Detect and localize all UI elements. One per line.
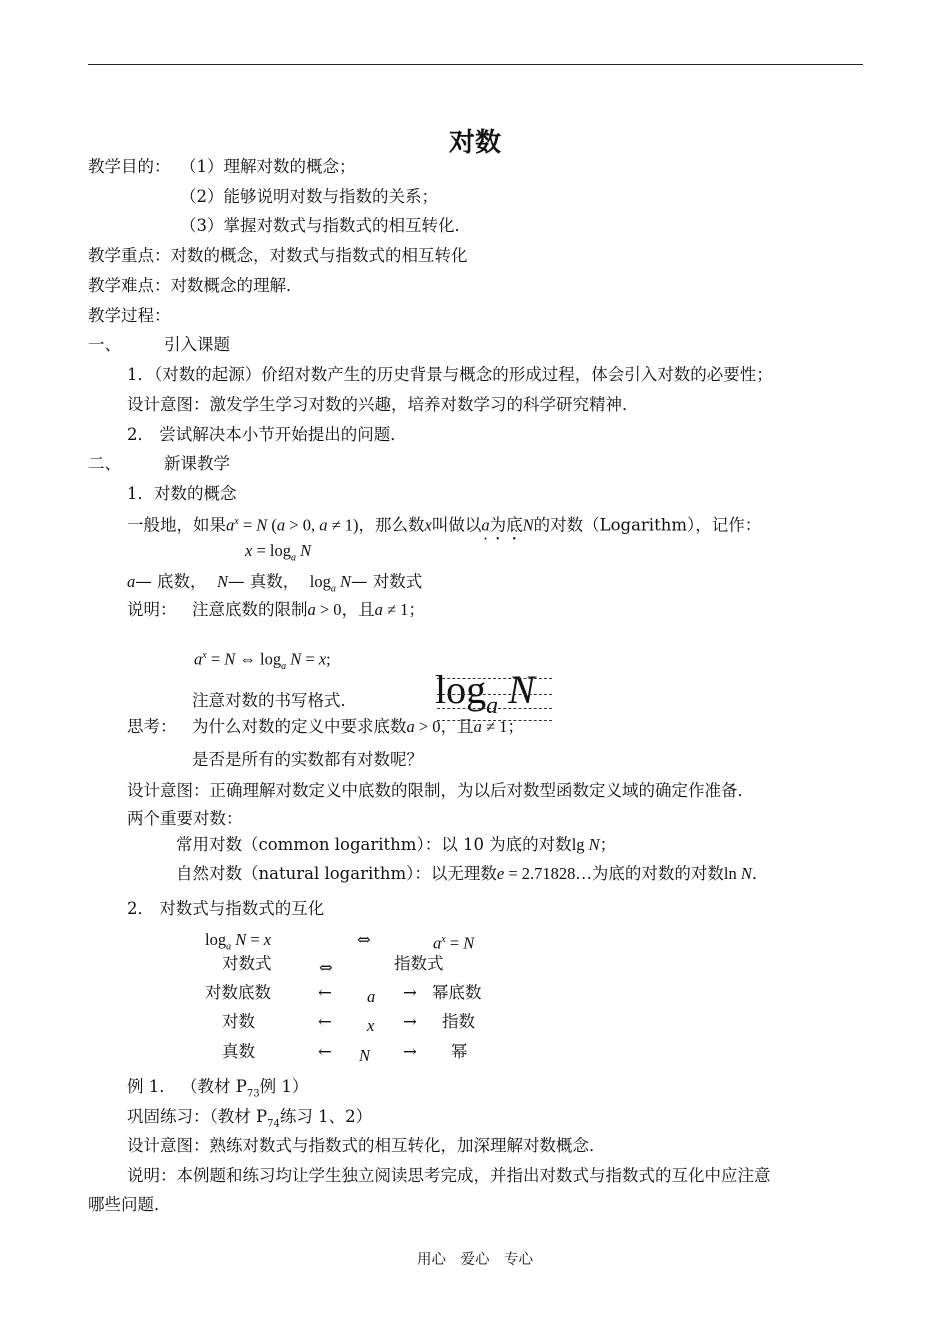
section1-item2: 2． 尝试解决本小节开始提出的问题． — [127, 425, 407, 444]
think-line-2: 是否是所有的实数都有对数呢？ — [192, 750, 423, 769]
header-rule — [88, 64, 863, 65]
objective-item-3: （3）掌握对数式与指数式的相互转化． — [180, 216, 471, 235]
section1-heading: 引入课题 — [164, 335, 230, 354]
section1-intent: 设计意图：激发学生学习对数的兴趣，培养对数学习的科学研究精神． — [127, 395, 639, 414]
objectives-label: 教学目的： — [88, 157, 171, 176]
format-note: 注意对数的书写格式． — [192, 691, 357, 710]
note2-line-2: 哪些问题． — [88, 1195, 171, 1214]
table-right-1: 幂底数 — [432, 983, 482, 1002]
table-right-arrow-2: → — [403, 1012, 417, 1031]
example-line: 例 1． （教材 $P_{73}$例 1） — [127, 1077, 309, 1100]
objective-item-2: （2）能够说明对数与指数的关系； — [180, 187, 438, 206]
intent-2: 设计意图：正确理解对数定义中底数的限制，为以后对数型函数定义域的确定作准备． — [127, 781, 754, 800]
table-symbol-n: N — [359, 1046, 371, 1065]
page-footer: 用心 爱心 专心 — [417, 1252, 533, 1268]
equivalence-formula: $a^x = N$ ⇔ $\log_a N = x$; — [194, 649, 331, 672]
table-right-3: 幂 — [451, 1042, 468, 1061]
difficulties: 教学难点：对数概念的理解． — [88, 276, 303, 295]
section2-number: 二、 — [88, 454, 121, 473]
table-left-arrow-1: ← — [318, 983, 332, 1002]
table-log-formula: $\log_a N = x$ — [205, 930, 272, 953]
table-left-arrow-2: ← — [318, 1012, 332, 1031]
common-log-line: 常用对数（common logarithm）：以 10 为底的对数lg N； — [176, 835, 617, 854]
table-right-2: 指数 — [442, 1012, 475, 1031]
sub2-heading: 2． 对数式与指数式的互化 — [127, 899, 325, 918]
table-right-arrow-3: → — [403, 1042, 417, 1061]
objective-item-1: （1）理解对数的概念； — [180, 157, 356, 176]
note-label: 说明： — [127, 600, 177, 619]
table-right-arrow-1: → — [403, 983, 417, 1002]
table-right-0: 指数式 — [394, 954, 444, 973]
note-line: 注意底数的限制a > 0，且a ≠ 1； — [192, 600, 425, 619]
two-logs-heading: 两个重要对数： — [127, 809, 243, 828]
definition-formula: $x = \log_a N$ — [245, 541, 312, 564]
section2-heading: 新课教学 — [164, 454, 230, 473]
table-left-arrow-3: ← — [318, 1042, 332, 1061]
table-left-3: 真数 — [222, 1042, 255, 1061]
table-left-1: 对数底数 — [205, 983, 271, 1002]
note2-line-1: 说明：本例题和练习均让学生独立阅读思考完成，并指出对数式与指数式的互化中应注意 — [127, 1166, 771, 1185]
table-left-0: 对数式 — [222, 954, 272, 973]
intent-3: 设计意图：熟练对数式与指数式的相互转化，加深理解对数概念． — [127, 1136, 606, 1155]
natural-log-line: 自然对数（natural logarithm）：以无理数e = 2.71828…为底的对数的对数ln N． — [176, 864, 769, 883]
table-exp-formula: $a^x = N$ — [433, 933, 475, 953]
sub1-heading: 1．对数的概念 — [127, 484, 237, 503]
definition-line: 一般地，如果$a^x = N$ (a > 0, a ≠ 1)，那么数x叫做以a为底N的对数（Logarithm），记作： — [127, 515, 762, 535]
key-points: 教学重点：对数的概念，对数式与指数式的相互转化 — [88, 246, 468, 265]
section1-item1: 1．（对数的起源）价绍对数产生的历史背景与概念的形成过程，体会引入对数的必要性； — [127, 365, 773, 384]
table-left-2: 对数 — [222, 1012, 255, 1031]
terms-line: a— 底数， N— 真数， $\log_a$ N— 对数式 — [127, 572, 423, 595]
practice-line: 巩固练习：（教材 $P_{74}$练习 1、2） — [127, 1107, 373, 1130]
table-symbol-x: x — [367, 1016, 375, 1035]
table-symbol-a: a — [367, 987, 376, 1006]
format-guide-line — [437, 678, 552, 679]
table-equiv-top: ⇔ — [357, 930, 371, 949]
format-guide-line — [437, 694, 552, 695]
page-title: 对数 — [448, 128, 501, 158]
think-line-1: 为什么对数的定义中要求底数a > 0，且a ≠ 1； — [192, 717, 524, 736]
log-format-example: $\log_a N$ — [435, 667, 535, 719]
format-guide-line — [437, 708, 552, 709]
process-label: 教学过程： — [88, 306, 171, 325]
table-equiv-row: ⇔ — [319, 958, 333, 977]
section1-number: 一、 — [88, 335, 121, 354]
think-label: 思考： — [127, 717, 177, 736]
